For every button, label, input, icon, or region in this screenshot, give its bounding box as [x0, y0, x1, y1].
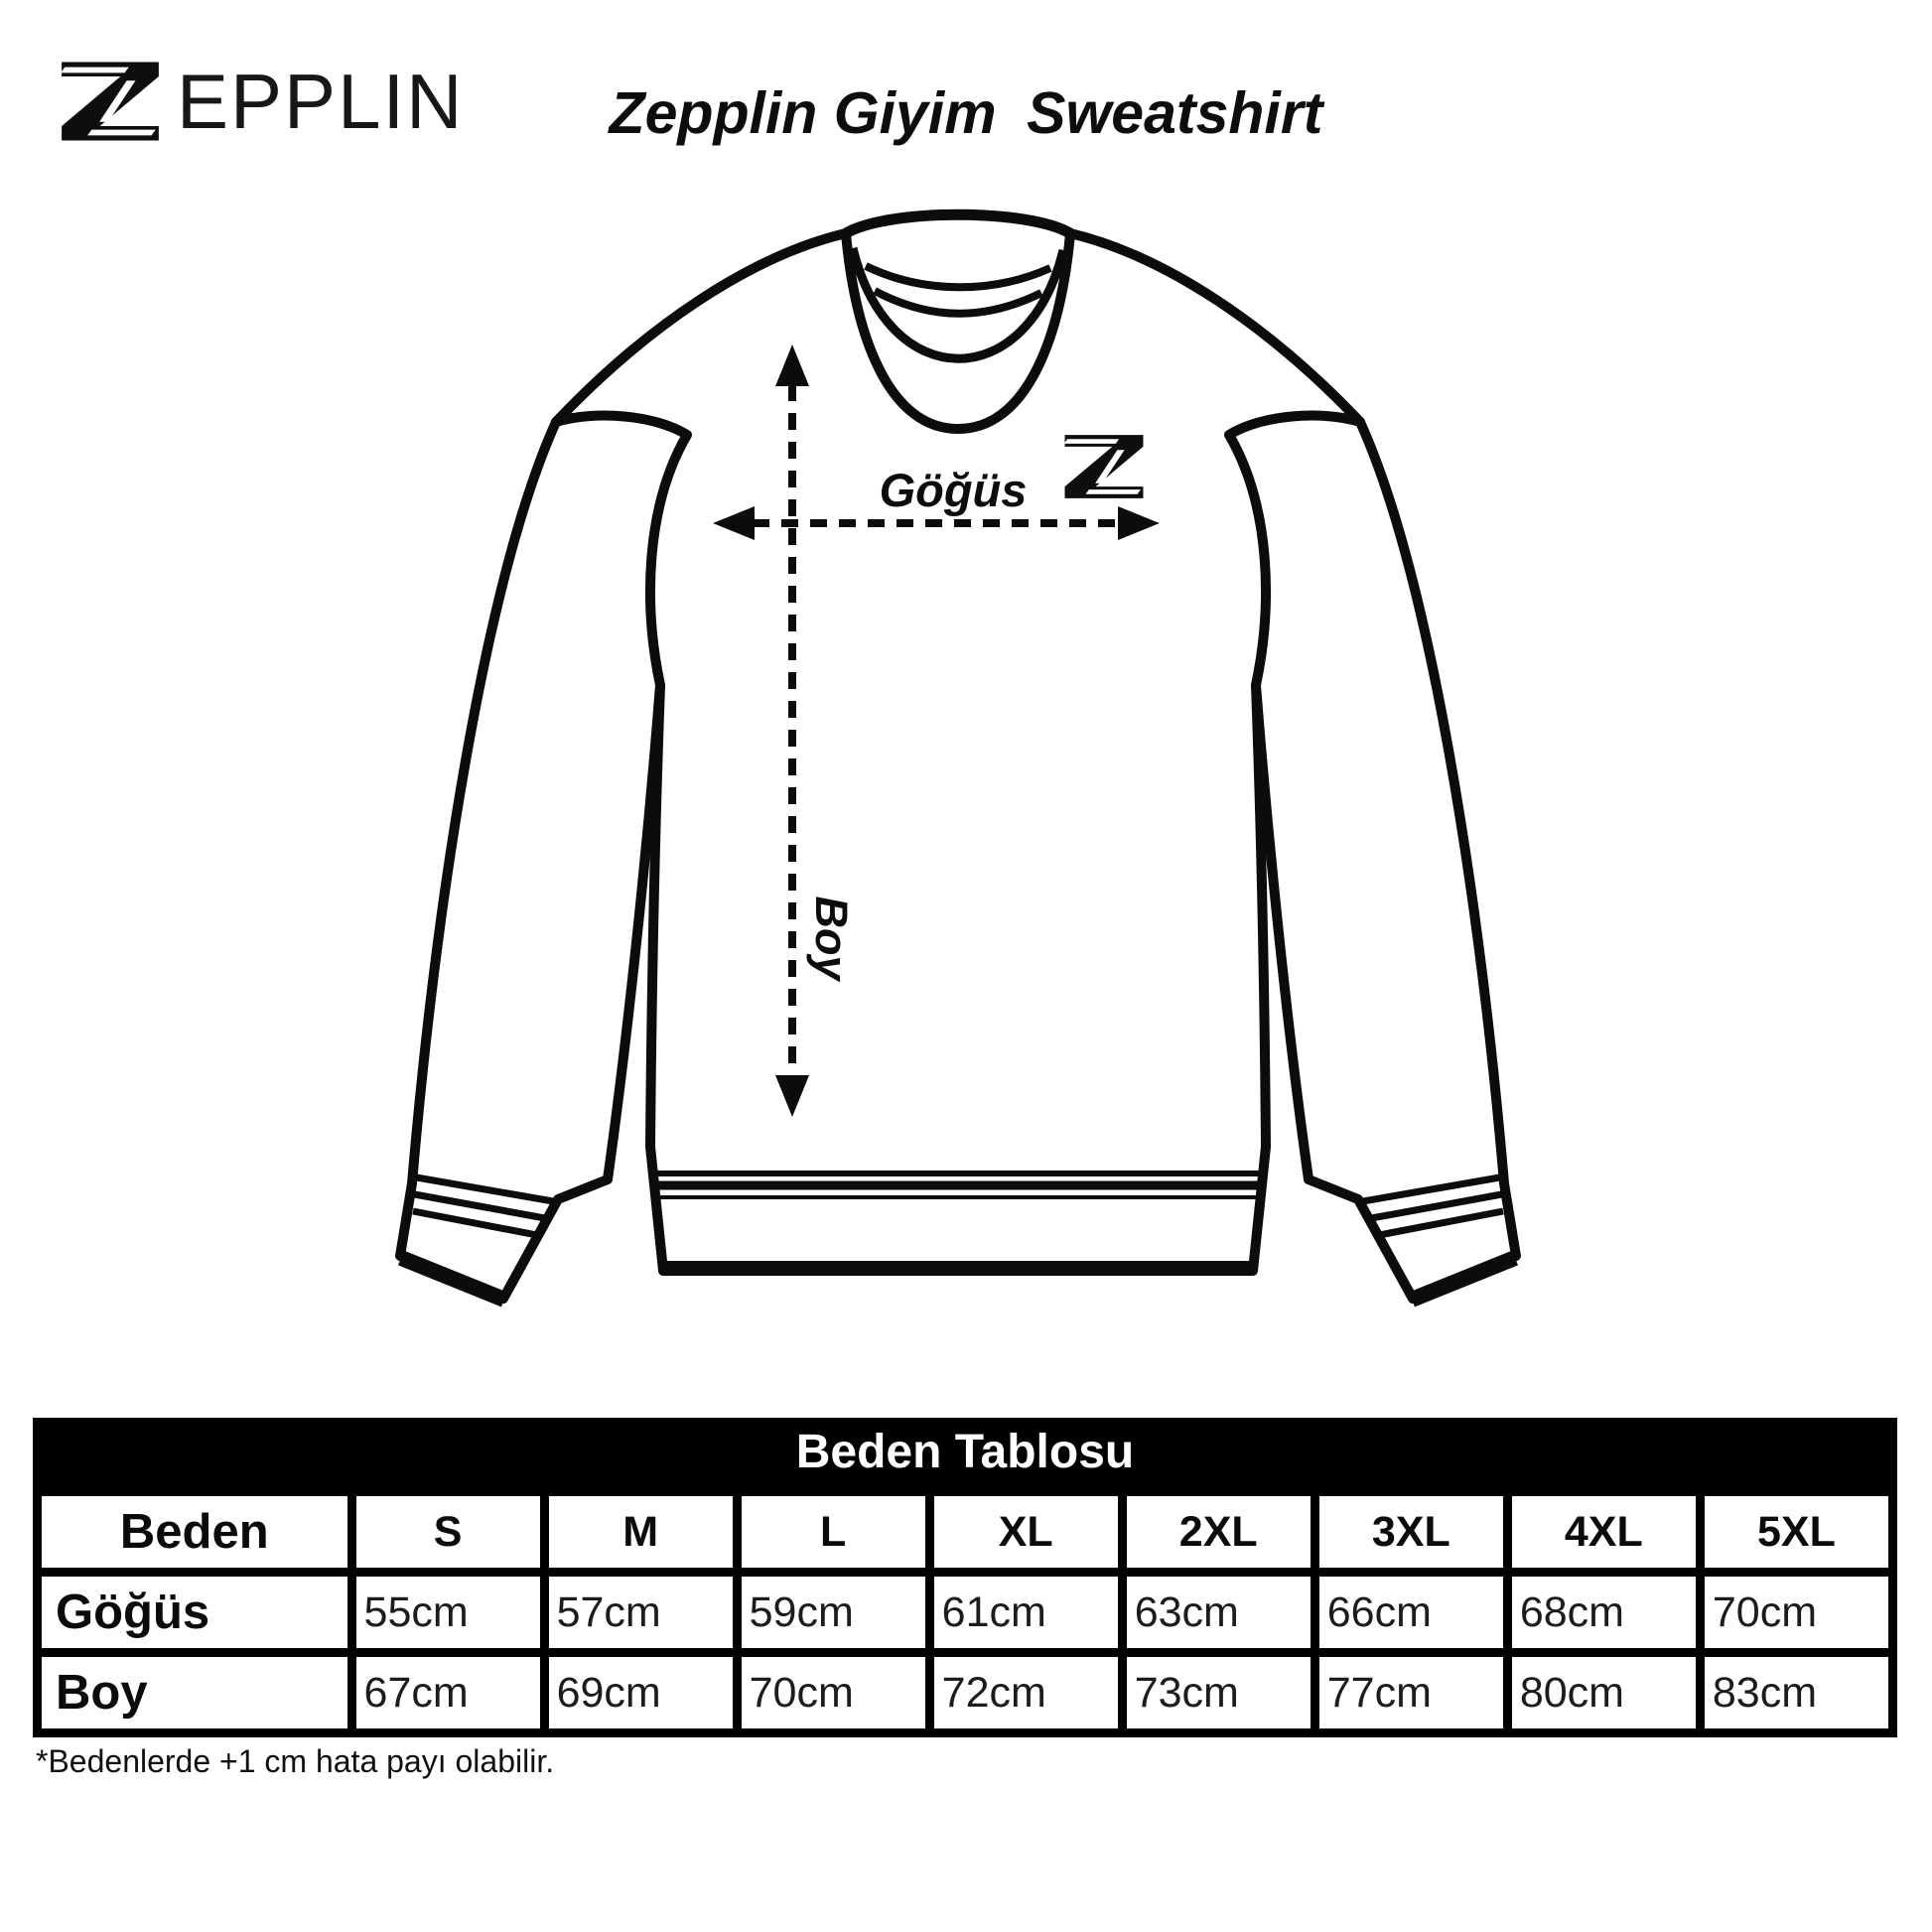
- cell-gogus-5xl: 70cm: [1705, 1577, 1888, 1648]
- cell-gogus-xl: 61cm: [934, 1577, 1118, 1648]
- col-header-xl: XL: [934, 1496, 1118, 1568]
- chest-label: Göğüs: [879, 464, 1028, 516]
- cell-gogus-2xl: 63cm: [1127, 1577, 1311, 1648]
- size-table-title: Beden Tablosu: [795, 1426, 1135, 1478]
- cell-gogus-s: 55cm: [356, 1577, 540, 1648]
- col-header-l: L: [742, 1496, 925, 1568]
- brand-name: EPPLIN: [177, 58, 465, 145]
- cell-gogus-4xl: 68cm: [1512, 1577, 1696, 1648]
- col-header-s: S: [356, 1496, 540, 1568]
- collar: [846, 214, 1070, 358]
- table-header-row: [42, 1496, 1888, 1568]
- size-table-grid: [33, 1487, 1897, 1737]
- cell-boy-4xl: 80cm: [1512, 1657, 1696, 1728]
- collar-rib-line-2: [875, 291, 1041, 314]
- title-regular: Zepplin Giyim: [609, 80, 997, 146]
- table-row-chest: [42, 1577, 1888, 1648]
- col-header-m: M: [549, 1496, 733, 1568]
- cell-boy-3xl: 77cm: [1319, 1657, 1503, 1728]
- sweatshirt-body: [556, 233, 1360, 1271]
- row-label-gogus: Göğüs: [42, 1577, 347, 1648]
- size-footnote: *Bedenlerde +1 cm hata payı olabilir.: [36, 1743, 555, 1779]
- col-header-beden: Beden: [42, 1496, 347, 1568]
- col-header-3xl: 3XL: [1319, 1496, 1503, 1568]
- cell-gogus-3xl: 66cm: [1319, 1577, 1503, 1648]
- length-label: Boy: [806, 896, 857, 981]
- col-header-4xl: 4XL: [1512, 1496, 1696, 1568]
- row-label-boy: Boy: [42, 1657, 347, 1728]
- collar-rib-line-1: [866, 266, 1050, 287]
- cell-boy-m: 69cm: [549, 1657, 733, 1728]
- collar-inner-curve: [853, 248, 1063, 358]
- col-header-2xl: 2XL: [1127, 1496, 1311, 1568]
- collar-top-arc: [846, 214, 1070, 233]
- col-header-5xl: 5XL: [1705, 1496, 1888, 1568]
- page-title: [0, 81, 1932, 146]
- size-table: [33, 1418, 1897, 1737]
- sweatshirt-diagram: [248, 179, 1668, 1420]
- title-bold: Sweatshirt: [1027, 80, 1323, 146]
- cell-boy-5xl: 83cm: [1705, 1657, 1888, 1728]
- table-row-length: [42, 1657, 1888, 1728]
- cell-boy-2xl: 73cm: [1127, 1657, 1311, 1728]
- cell-boy-l: 70cm: [742, 1657, 925, 1728]
- right-sleeve: [1229, 416, 1516, 1300]
- cell-gogus-m: 57cm: [549, 1577, 733, 1648]
- cell-boy-xl: 72cm: [934, 1657, 1118, 1728]
- left-sleeve: [400, 416, 687, 1300]
- cell-gogus-l: 59cm: [742, 1577, 925, 1648]
- cell-boy-s: 67cm: [356, 1657, 540, 1728]
